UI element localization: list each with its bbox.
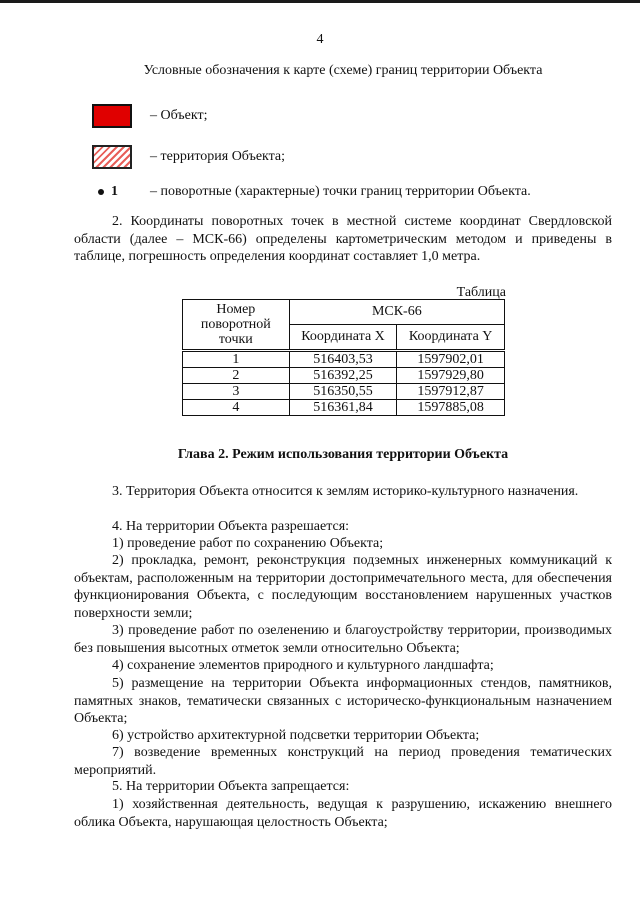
table-row bbox=[183, 368, 505, 384]
table-caption: Таблица bbox=[456, 285, 506, 300]
list-item: 4) сохранение элементов природного и культурного ландшафта; bbox=[112, 658, 494, 673]
paragraph-4: 4. На территории Объекта разрешается: bbox=[112, 519, 350, 534]
legend-item-label: – территория Объекта; bbox=[150, 149, 286, 164]
coordinate-x-cell: 516350,55 bbox=[289, 384, 397, 400]
header-coordinate-y: Координата Y bbox=[397, 324, 505, 350]
legend-item-territory bbox=[92, 143, 286, 171]
coordinate-y-cell: 1597902,01 bbox=[397, 351, 505, 368]
header-coordinate-system: МСК-66 bbox=[289, 300, 504, 325]
coordinate-x-cell: 516361,84 bbox=[289, 400, 397, 416]
territory-hatch-icon bbox=[92, 145, 132, 169]
coordinate-y-cell: 1597929,80 bbox=[397, 368, 505, 384]
coordinate-y-cell: 1597885,08 bbox=[397, 400, 505, 416]
list-item: 7) возведение временных конструкций на период проведения тематических мероприятий. bbox=[74, 745, 612, 778]
list-item: 3) проведение работ по озеленению и благоустройству территории, производимых без повышения высотных отметок земли относительно Объекта; bbox=[74, 623, 612, 656]
point-number-cell: 1 bbox=[183, 351, 290, 368]
header-coordinate-x: Координата X bbox=[289, 324, 397, 350]
chapter-title: Глава 2. Режим использования территории Объекта bbox=[177, 447, 509, 462]
table-row bbox=[183, 400, 505, 416]
paragraph-2: 2. Координаты поворотных точек в местной системе координат Свердловской области (далее – МСК-66) определены картометрическим методом и приведены в таблице, погрешность определения координат составляет 1,0 метра. bbox=[74, 214, 612, 264]
point-number-cell: 2 bbox=[183, 368, 290, 384]
list-item: 1) проведение работ по сохранению Объекта; bbox=[112, 536, 384, 551]
coordinate-x-cell: 516392,25 bbox=[289, 368, 397, 384]
table-row bbox=[183, 384, 505, 400]
turning-point-icon bbox=[92, 180, 132, 204]
header-point-number: Номер поворотной точки bbox=[183, 300, 290, 351]
point-dot-icon bbox=[98, 189, 104, 195]
legend-item-points bbox=[92, 178, 531, 206]
legend-item-label: – поворотные (характерные) точки границ территории Объекта. bbox=[150, 184, 531, 199]
coordinate-y-cell: 1597912,87 bbox=[397, 384, 505, 400]
coordinates-table bbox=[182, 299, 505, 416]
list-item: 2) прокладка, ремонт, реконструкция подземных инженерных коммуникаций к объектам, расположенным на территории достопримечательного места, для обеспечения функционирования Объекта, с последующим восстановлением нарушенных участков поверхности земли; bbox=[74, 553, 612, 621]
list-item: 6) устройство архитектурной подсветки территории Объекта; bbox=[112, 728, 480, 743]
list-item: 1) хозяйственная деятельность, ведущая к разрушению, искажению внешнего облика Объекта, нарушающая целостность Объекта; bbox=[74, 797, 612, 830]
legend-item-object bbox=[92, 102, 208, 130]
table-row bbox=[183, 351, 505, 368]
list-item: 5) размещение на территории Объекта информационных стендов, памятников, памятных знаков, тематически связанных с историческо-функциональным назначением Объекта; bbox=[74, 676, 612, 726]
coordinate-x-cell: 516403,53 bbox=[289, 351, 397, 368]
point-number-cell: 4 bbox=[183, 400, 290, 416]
object-swatch-icon bbox=[92, 104, 132, 128]
point-marker-label: 1 bbox=[111, 184, 118, 199]
scan-edge bbox=[0, 0, 640, 3]
page-number: 4 bbox=[316, 32, 324, 47]
legend-item-label: – Объект; bbox=[150, 108, 208, 123]
paragraph-3: 3. Территория Объекта относится к землям историко-культурного назначения. bbox=[112, 484, 579, 499]
paragraph-5: 5. На территории Объекта запрещается: bbox=[112, 779, 350, 794]
legend-title: Условные обозначения к карте (схеме) границ территории Объекта bbox=[143, 63, 543, 78]
point-number-cell: 3 bbox=[183, 384, 290, 400]
